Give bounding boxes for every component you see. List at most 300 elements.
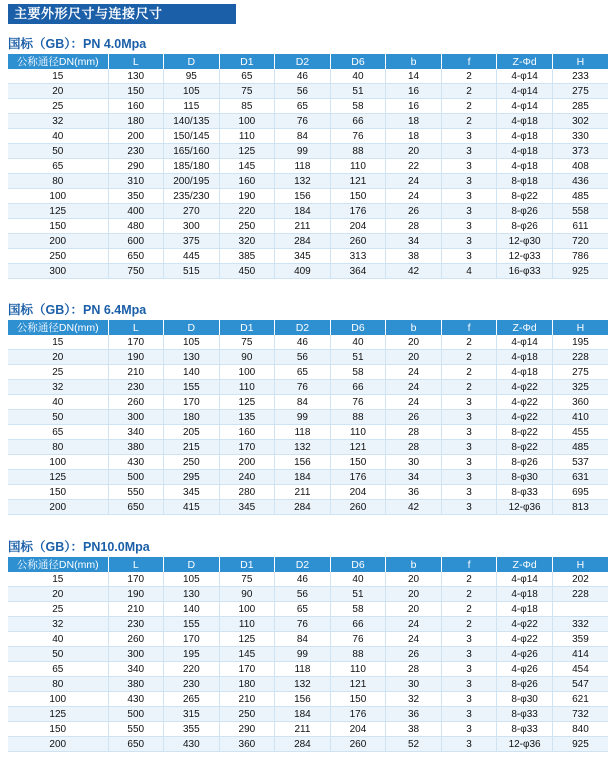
table-cell: 3 (441, 204, 497, 219)
dimension-table (8, 557, 608, 752)
table-cell: 3 (441, 632, 497, 647)
table-cell: 485 (552, 189, 608, 204)
table-cell: 235/230 (164, 189, 220, 204)
table-cell: 160 (108, 99, 164, 114)
table-cell: 210 (108, 602, 164, 617)
column-header: D6 (330, 54, 386, 69)
table-cell: 150 (108, 84, 164, 99)
table-cell: 32 (8, 114, 108, 129)
table-cell: 40 (330, 69, 386, 84)
table-cell: 302 (552, 114, 608, 129)
column-header: f (441, 54, 497, 69)
table-cell: 28 (386, 219, 442, 234)
table-row (8, 410, 608, 425)
table-cell: 18 (386, 129, 442, 144)
table-cell: 2 (441, 99, 497, 114)
table-cell: 58 (330, 99, 386, 114)
table-cell: 415 (164, 500, 220, 515)
table-cell: 310 (108, 174, 164, 189)
table-cell: 550 (108, 485, 164, 500)
page-title: 主要外形尺寸与连接尺寸 (8, 4, 236, 24)
table-cell: 3 (441, 737, 497, 752)
table-cell: 155 (164, 617, 220, 632)
table-row (8, 617, 608, 632)
table-cell: 2 (441, 617, 497, 632)
table-cell: 195 (552, 335, 608, 350)
table-cell: 925 (552, 264, 608, 279)
table-row (8, 129, 608, 144)
table-cell: 176 (330, 470, 386, 485)
table-cell: 176 (330, 707, 386, 722)
table-cell: 132 (275, 440, 331, 455)
table-cell: 185/180 (164, 159, 220, 174)
table-cell: 3 (441, 692, 497, 707)
table-cell: 125 (219, 632, 275, 647)
table-cell: 75 (219, 84, 275, 99)
table-cell: 190 (219, 189, 275, 204)
table-cell: 260 (330, 234, 386, 249)
table-cell: 3 (441, 395, 497, 410)
table-cell: 15 (8, 335, 108, 350)
table-cell: 180 (108, 114, 164, 129)
table-cell: 100 (219, 114, 275, 129)
table-cell: 3 (441, 722, 497, 737)
table-cell: 380 (108, 677, 164, 692)
table-cell: 52 (386, 737, 442, 752)
table-cell: 76 (275, 114, 331, 129)
table-cell: 220 (219, 204, 275, 219)
table-cell: 2 (441, 572, 497, 587)
table-cell: 211 (275, 485, 331, 500)
table-cell: 250 (8, 249, 108, 264)
table-cell: 40 (8, 395, 108, 410)
table-cell: 125 (219, 395, 275, 410)
table-row (8, 350, 608, 365)
table-cell: 84 (275, 395, 331, 410)
table-cell: 170 (108, 572, 164, 587)
table-cell: 65 (275, 365, 331, 380)
column-header: Z-Φd (497, 557, 553, 572)
table-row (8, 470, 608, 485)
table-cell: 20 (386, 572, 442, 587)
table-cell: 285 (552, 99, 608, 114)
table-cell: 170 (219, 662, 275, 677)
table-cell: 230 (108, 144, 164, 159)
table-cell: 260 (330, 500, 386, 515)
table-cell: 284 (275, 737, 331, 752)
table-cell: 925 (552, 737, 608, 752)
table-cell: 20 (8, 84, 108, 99)
table-cell: 211 (275, 722, 331, 737)
table-cell: 42 (386, 264, 442, 279)
table-cell: 76 (275, 617, 331, 632)
table-row (8, 662, 608, 677)
table-cell (552, 602, 608, 617)
table-cell: 99 (275, 410, 331, 425)
column-header: L (108, 54, 164, 69)
table-cell: 4 (441, 264, 497, 279)
table-cell: 4-φ26 (497, 662, 553, 677)
table-cell: 265 (164, 692, 220, 707)
table-cell: 125 (8, 204, 108, 219)
table-cell: 4-φ22 (497, 410, 553, 425)
table-cell: 150/145 (164, 129, 220, 144)
table-cell: 121 (330, 174, 386, 189)
table-cell: 25 (8, 602, 108, 617)
table-cell: 220 (164, 662, 220, 677)
table-row (8, 204, 608, 219)
table-cell: 840 (552, 722, 608, 737)
table-cell: 28 (386, 662, 442, 677)
table-cell: 260 (108, 395, 164, 410)
table-cell: 250 (219, 707, 275, 722)
table-cell: 36 (386, 485, 442, 500)
table-cell: 2 (441, 380, 497, 395)
table-cell: 88 (330, 647, 386, 662)
table-cell: 195 (164, 647, 220, 662)
table-cell: 20 (8, 350, 108, 365)
table-cell: 95 (164, 69, 220, 84)
table-cell: 176 (330, 204, 386, 219)
table-cell: 750 (108, 264, 164, 279)
table-cell: 40 (330, 572, 386, 587)
table-cell: 140 (164, 365, 220, 380)
table-cell: 295 (164, 470, 220, 485)
table-cell: 28 (386, 440, 442, 455)
table-cell: 99 (275, 647, 331, 662)
table-cell: 130 (164, 587, 220, 602)
table-cell: 15 (8, 69, 108, 84)
table-cell: 65 (219, 69, 275, 84)
table-cell: 140 (164, 602, 220, 617)
column-header: 公称通径DN(mm) (8, 320, 108, 335)
table-cell: 290 (108, 159, 164, 174)
table-cell: 4-φ18 (497, 587, 553, 602)
table-cell: 85 (219, 99, 275, 114)
table-cell: 200 (8, 234, 108, 249)
table-cell: 150 (8, 485, 108, 500)
table-cell: 350 (108, 189, 164, 204)
table-cell: 125 (8, 707, 108, 722)
table-cell: 611 (552, 219, 608, 234)
table-cell: 66 (330, 380, 386, 395)
table-cell: 100 (8, 455, 108, 470)
table-cell: 3 (441, 129, 497, 144)
table-cell: 375 (164, 234, 220, 249)
table-cell: 88 (330, 410, 386, 425)
column-header: D2 (275, 320, 331, 335)
table-cell: 110 (330, 662, 386, 677)
table-cell: 360 (219, 737, 275, 752)
table-cell: 410 (552, 410, 608, 425)
table-cell: 3 (441, 440, 497, 455)
table-cell: 100 (219, 602, 275, 617)
table-cell: 56 (275, 350, 331, 365)
table-row (8, 395, 608, 410)
table-cell: 4-φ14 (497, 84, 553, 99)
table-cell: 12-φ30 (497, 234, 553, 249)
table-cell: 4-φ22 (497, 617, 553, 632)
table-cell: 65 (8, 425, 108, 440)
table-cell: 125 (219, 144, 275, 159)
table-cell: 454 (552, 662, 608, 677)
table-cell: 150 (330, 692, 386, 707)
table-cell: 8-φ33 (497, 707, 553, 722)
column-header: b (386, 557, 442, 572)
table-row (8, 485, 608, 500)
table-cell: 58 (330, 602, 386, 617)
table-cell: 4-φ18 (497, 159, 553, 174)
table-row (8, 722, 608, 737)
table-row (8, 219, 608, 234)
table-cell: 332 (552, 617, 608, 632)
table-cell: 14 (386, 69, 442, 84)
table-cell: 2 (441, 114, 497, 129)
table-cell: 121 (330, 677, 386, 692)
table-cell: 300 (108, 410, 164, 425)
table-cell: 455 (552, 425, 608, 440)
table-cell: 16 (386, 84, 442, 99)
table-row (8, 587, 608, 602)
table-row (8, 692, 608, 707)
table-cell: 58 (330, 365, 386, 380)
column-header: D2 (275, 54, 331, 69)
table-cell: 140/135 (164, 114, 220, 129)
table-cell: 260 (330, 737, 386, 752)
table-cell: 215 (164, 440, 220, 455)
table-cell: 8-φ26 (497, 219, 553, 234)
table-cell: 3 (441, 189, 497, 204)
table-cell: 110 (330, 425, 386, 440)
table-cell: 430 (108, 692, 164, 707)
table-cell: 284 (275, 234, 331, 249)
table-cell: 450 (219, 264, 275, 279)
table-cell: 76 (330, 632, 386, 647)
table-title: 国标（GB）：PN10.0Mpa (8, 540, 150, 554)
table-cell: 24 (386, 174, 442, 189)
table-cell: 364 (330, 264, 386, 279)
table-row (8, 99, 608, 114)
table-cell: 204 (330, 485, 386, 500)
table-cell: 4-φ26 (497, 647, 553, 662)
table-cell: 165/160 (164, 144, 220, 159)
table-cell: 3 (441, 234, 497, 249)
table-cell: 200 (8, 737, 108, 752)
table-cell: 135 (219, 410, 275, 425)
table-cell: 3 (441, 410, 497, 425)
table-cell: 4-φ18 (497, 602, 553, 617)
table-row (8, 647, 608, 662)
table-cell: 233 (552, 69, 608, 84)
dimension-table (8, 320, 608, 515)
table-cell: 26 (386, 647, 442, 662)
table-cell: 184 (275, 204, 331, 219)
table-cell: 240 (219, 470, 275, 485)
table-cell: 50 (8, 647, 108, 662)
table-cell: 650 (108, 500, 164, 515)
table-cell: 12-φ36 (497, 737, 553, 752)
table-cell: 320 (219, 234, 275, 249)
table-cell: 65 (275, 99, 331, 114)
table-cell: 170 (164, 395, 220, 410)
table-row (8, 159, 608, 174)
table-cell: 3 (441, 425, 497, 440)
table-cell: 42 (386, 500, 442, 515)
table-cell: 445 (164, 249, 220, 264)
table-cell: 200/195 (164, 174, 220, 189)
table-cell: 28 (386, 425, 442, 440)
table-cell: 105 (164, 335, 220, 350)
table-cell: 600 (108, 234, 164, 249)
table-row (8, 707, 608, 722)
table-cell: 8-φ33 (497, 722, 553, 737)
table-cell: 170 (164, 632, 220, 647)
table-cell: 4-φ14 (497, 69, 553, 84)
table-cell: 130 (108, 69, 164, 84)
table-cell: 4-φ18 (497, 129, 553, 144)
table-cell: 204 (330, 722, 386, 737)
table-row (8, 335, 608, 350)
dimension-table (8, 54, 608, 279)
table-cell: 200 (108, 129, 164, 144)
table-cell: 695 (552, 485, 608, 500)
table-header-row (8, 54, 608, 69)
table-cell: 40 (8, 129, 108, 144)
table-cell: 46 (275, 69, 331, 84)
table-cell: 90 (219, 350, 275, 365)
table-cell: 3 (441, 249, 497, 264)
table-cell: 160 (219, 174, 275, 189)
table-cell: 550 (108, 722, 164, 737)
table-cell: 2 (441, 350, 497, 365)
table-cell: 813 (552, 500, 608, 515)
table-title: 国标（GB）：PN 6.4Mpa (8, 303, 147, 317)
table-cell: 2 (441, 365, 497, 380)
table-cell: 145 (219, 647, 275, 662)
table-cell: 160 (219, 425, 275, 440)
table-cell: 8-φ26 (497, 204, 553, 219)
table-row (8, 234, 608, 249)
table-cell: 732 (552, 707, 608, 722)
table-cell: 76 (330, 129, 386, 144)
column-header: H (552, 557, 608, 572)
table-row (8, 602, 608, 617)
column-header: b (386, 54, 442, 69)
table-cell: 34 (386, 470, 442, 485)
table-cell: 202 (552, 572, 608, 587)
table-cell: 76 (275, 380, 331, 395)
table-cell: 51 (330, 587, 386, 602)
table-row (8, 365, 608, 380)
column-header: D1 (219, 320, 275, 335)
table-cell: 436 (552, 174, 608, 189)
table-cell: 190 (108, 350, 164, 365)
table-cell: 485 (552, 440, 608, 455)
column-header: 公称通径DN(mm) (8, 54, 108, 69)
table-cell: 65 (8, 662, 108, 677)
table-row (8, 114, 608, 129)
table-cell: 547 (552, 677, 608, 692)
table-cell: 3 (441, 159, 497, 174)
table-title: 国标（GB）：PN 4.0Mpa (8, 37, 147, 51)
column-header: f (441, 557, 497, 572)
table-cell: 84 (275, 632, 331, 647)
table-cell: 515 (164, 264, 220, 279)
table-cell: 80 (8, 677, 108, 692)
table-cell: 360 (552, 395, 608, 410)
table-cell: 46 (275, 335, 331, 350)
table-cell: 250 (219, 219, 275, 234)
table-cell: 100 (8, 692, 108, 707)
table-cell: 270 (164, 204, 220, 219)
table-cell: 330 (552, 129, 608, 144)
table-cell: 8-φ22 (497, 440, 553, 455)
table-cell: 4-φ18 (497, 365, 553, 380)
table-cell: 150 (8, 722, 108, 737)
table-header-row (8, 557, 608, 572)
table-cell: 50 (8, 410, 108, 425)
table-cell: 130 (164, 350, 220, 365)
table-cell: 409 (275, 264, 331, 279)
column-header: Z-Φd (497, 54, 553, 69)
table-cell: 156 (275, 189, 331, 204)
table-cell: 88 (330, 144, 386, 159)
table-cell: 51 (330, 350, 386, 365)
table-cell: 25 (8, 99, 108, 114)
table-cell: 500 (108, 707, 164, 722)
table-cell: 621 (552, 692, 608, 707)
table-cell: 8-φ26 (497, 455, 553, 470)
table-cell: 3 (441, 647, 497, 662)
column-header: L (108, 320, 164, 335)
table-cell: 230 (164, 677, 220, 692)
table-cell: 230 (108, 380, 164, 395)
table-cell: 720 (552, 234, 608, 249)
table-cell: 315 (164, 707, 220, 722)
table-cell: 24 (386, 365, 442, 380)
table-cell: 385 (219, 249, 275, 264)
table-row (8, 249, 608, 264)
table-row (8, 632, 608, 647)
table-row (8, 425, 608, 440)
table-cell: 3 (441, 707, 497, 722)
table-cell: 40 (8, 632, 108, 647)
table-cell: 50 (8, 144, 108, 159)
table-cell: 32 (8, 380, 108, 395)
table-cell: 24 (386, 632, 442, 647)
table-cell: 3 (441, 485, 497, 500)
table-header-row (8, 320, 608, 335)
table-cell: 8-φ33 (497, 485, 553, 500)
table-cell: 12-φ36 (497, 500, 553, 515)
table-cell: 290 (219, 722, 275, 737)
table-cell: 260 (108, 632, 164, 647)
table-cell: 190 (108, 587, 164, 602)
table-cell: 155 (164, 380, 220, 395)
table-cell: 184 (275, 707, 331, 722)
table-cell: 16 (386, 99, 442, 114)
table-cell: 84 (275, 129, 331, 144)
column-header: H (552, 54, 608, 69)
table-cell: 118 (275, 662, 331, 677)
table-cell: 400 (108, 204, 164, 219)
table-cell: 340 (108, 425, 164, 440)
table-row (8, 69, 608, 84)
table-cell: 100 (219, 365, 275, 380)
table-cell: 150 (330, 189, 386, 204)
table-cell: 650 (108, 737, 164, 752)
table-cell: 8-φ22 (497, 425, 553, 440)
